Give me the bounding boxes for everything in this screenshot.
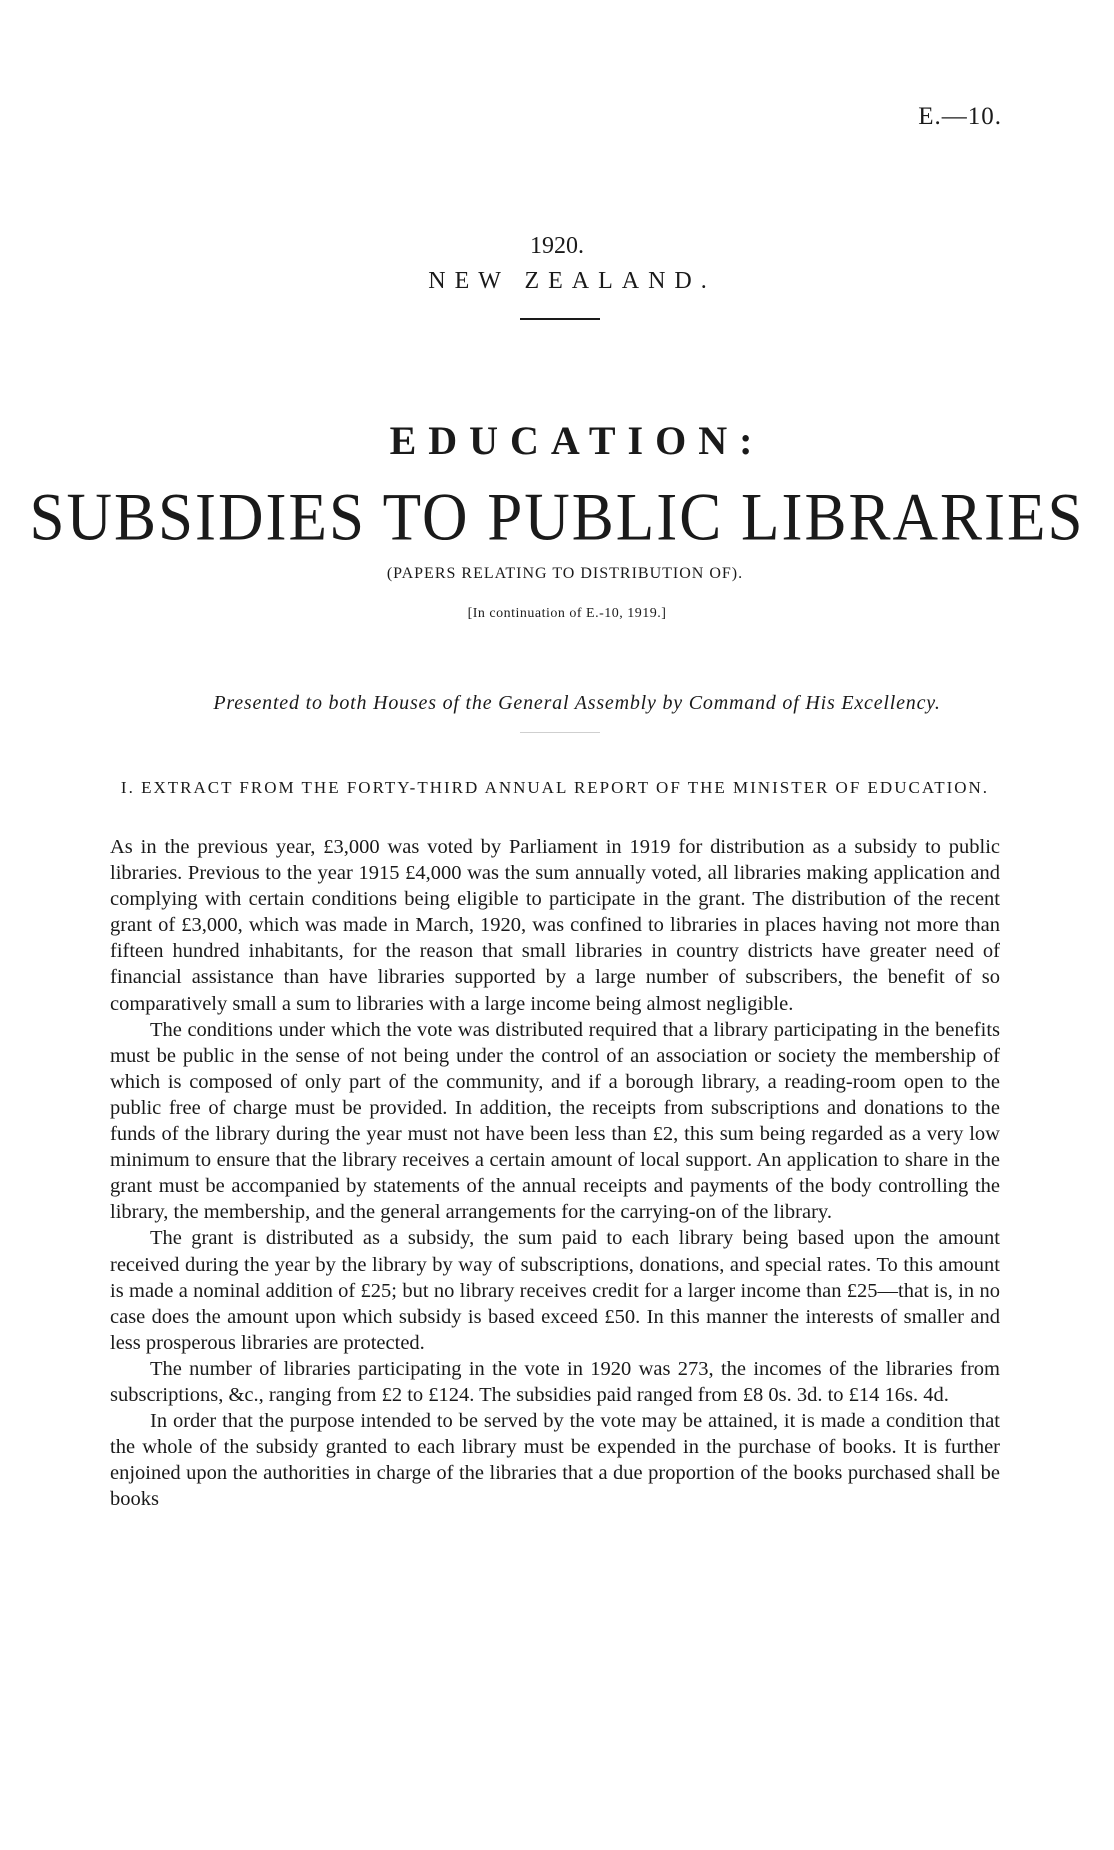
paragraph: The grant is distributed as a subsidy, the sum paid to each library being based upon the amount received during the year by the library by way of subscriptions, donations, and special rates. To this amount is made a nominal addition of £25; but no library receives credit for a larger income than £25—that is, in no case does the amount upon which subsidy is based exceed £50. In this manner the interests of smaller and less prosperous libraries are protected. [110, 1227, 1000, 1354]
presentation-line: Presented to both Houses of the General Assembly by Command of His Excellency. [213, 692, 941, 714]
paragraph: The number of libraries participating in the vote in 1920 was 273, the incomes of the libraries from subscriptions, &c., ranging from £2 to £124. The subsidies paid ranged from £8 0s. 3d. to £14 16s. 4d. [110, 1357, 1000, 1406]
title-divider [520, 318, 600, 320]
body-text [110, 834, 1000, 1512]
section-heading: I. EXTRACT FROM THE FORTY-THIRD ANNUAL REPORT OF THE MINISTER OF EDUCATION. [120, 778, 990, 797]
paragraph: As in the previous year, £3,000 was voted by Parliament in 1919 for distribution as a subsidy to public libraries. Previous to the year 1915 £4,000 was the sum annually voted, all libraries making application and complying with certain conditions being eligible to participate in the grant. The distribution of the recent grant of £3,000, which was made in March, 1920, was confined to libraries in places having not more than fifteen hundred inhabitants, for the reason that small libraries in country districts have greater need of financial assistance than have libraries supported by a large number of subscribers, the benefit of so comparatively small a sum to libraries with a large income being almost negligible. [110, 836, 1000, 1015]
papers-note: (PAPERS RELATING TO DISTRIBUTION OF). [386, 565, 744, 582]
continuation-note: [In continuation of E.-10, 1919.] [467, 606, 667, 621]
paragraph: In order that the purpose intended to be served by the vote may be attained, it is made a condition that the whole of the subsidy granted to each library must be expended in the purchase of books. It is further enjoined upon the authorities in charge of the libraries that a due proportion of the books purchased shall be books [110, 1410, 1000, 1511]
page-reference: E.—10. [918, 103, 1002, 130]
paragraph: The conditions under which the vote was distributed required that a library participating in the benefits must be public in the sense of not being under the control of an association or society the membership of which is composed of only part of the community, and if a borough library, a reading-room open to the public free of charge must be provided. In addition, the receipts from subscriptions and donations to the funds of the library during the year must not have been less than £2, this sum being regarded as a very low minimum to ensure that the library receives a certain amount of local support. An application to share in the grant must be accompanied by statements of the annual receipts and payments of the body controlling the library, the membership, and the general arrangements for the carrying-on of the library. [110, 1018, 1000, 1224]
document-year: 1920. [530, 233, 584, 259]
section-divider [520, 732, 600, 733]
document-country: NEW ZEALAND. [428, 268, 716, 294]
main-heading: EDUCATION: [389, 418, 765, 463]
sub-heading: SUBSIDIES TO PUBLIC LIBRARIES [29, 479, 1085, 555]
